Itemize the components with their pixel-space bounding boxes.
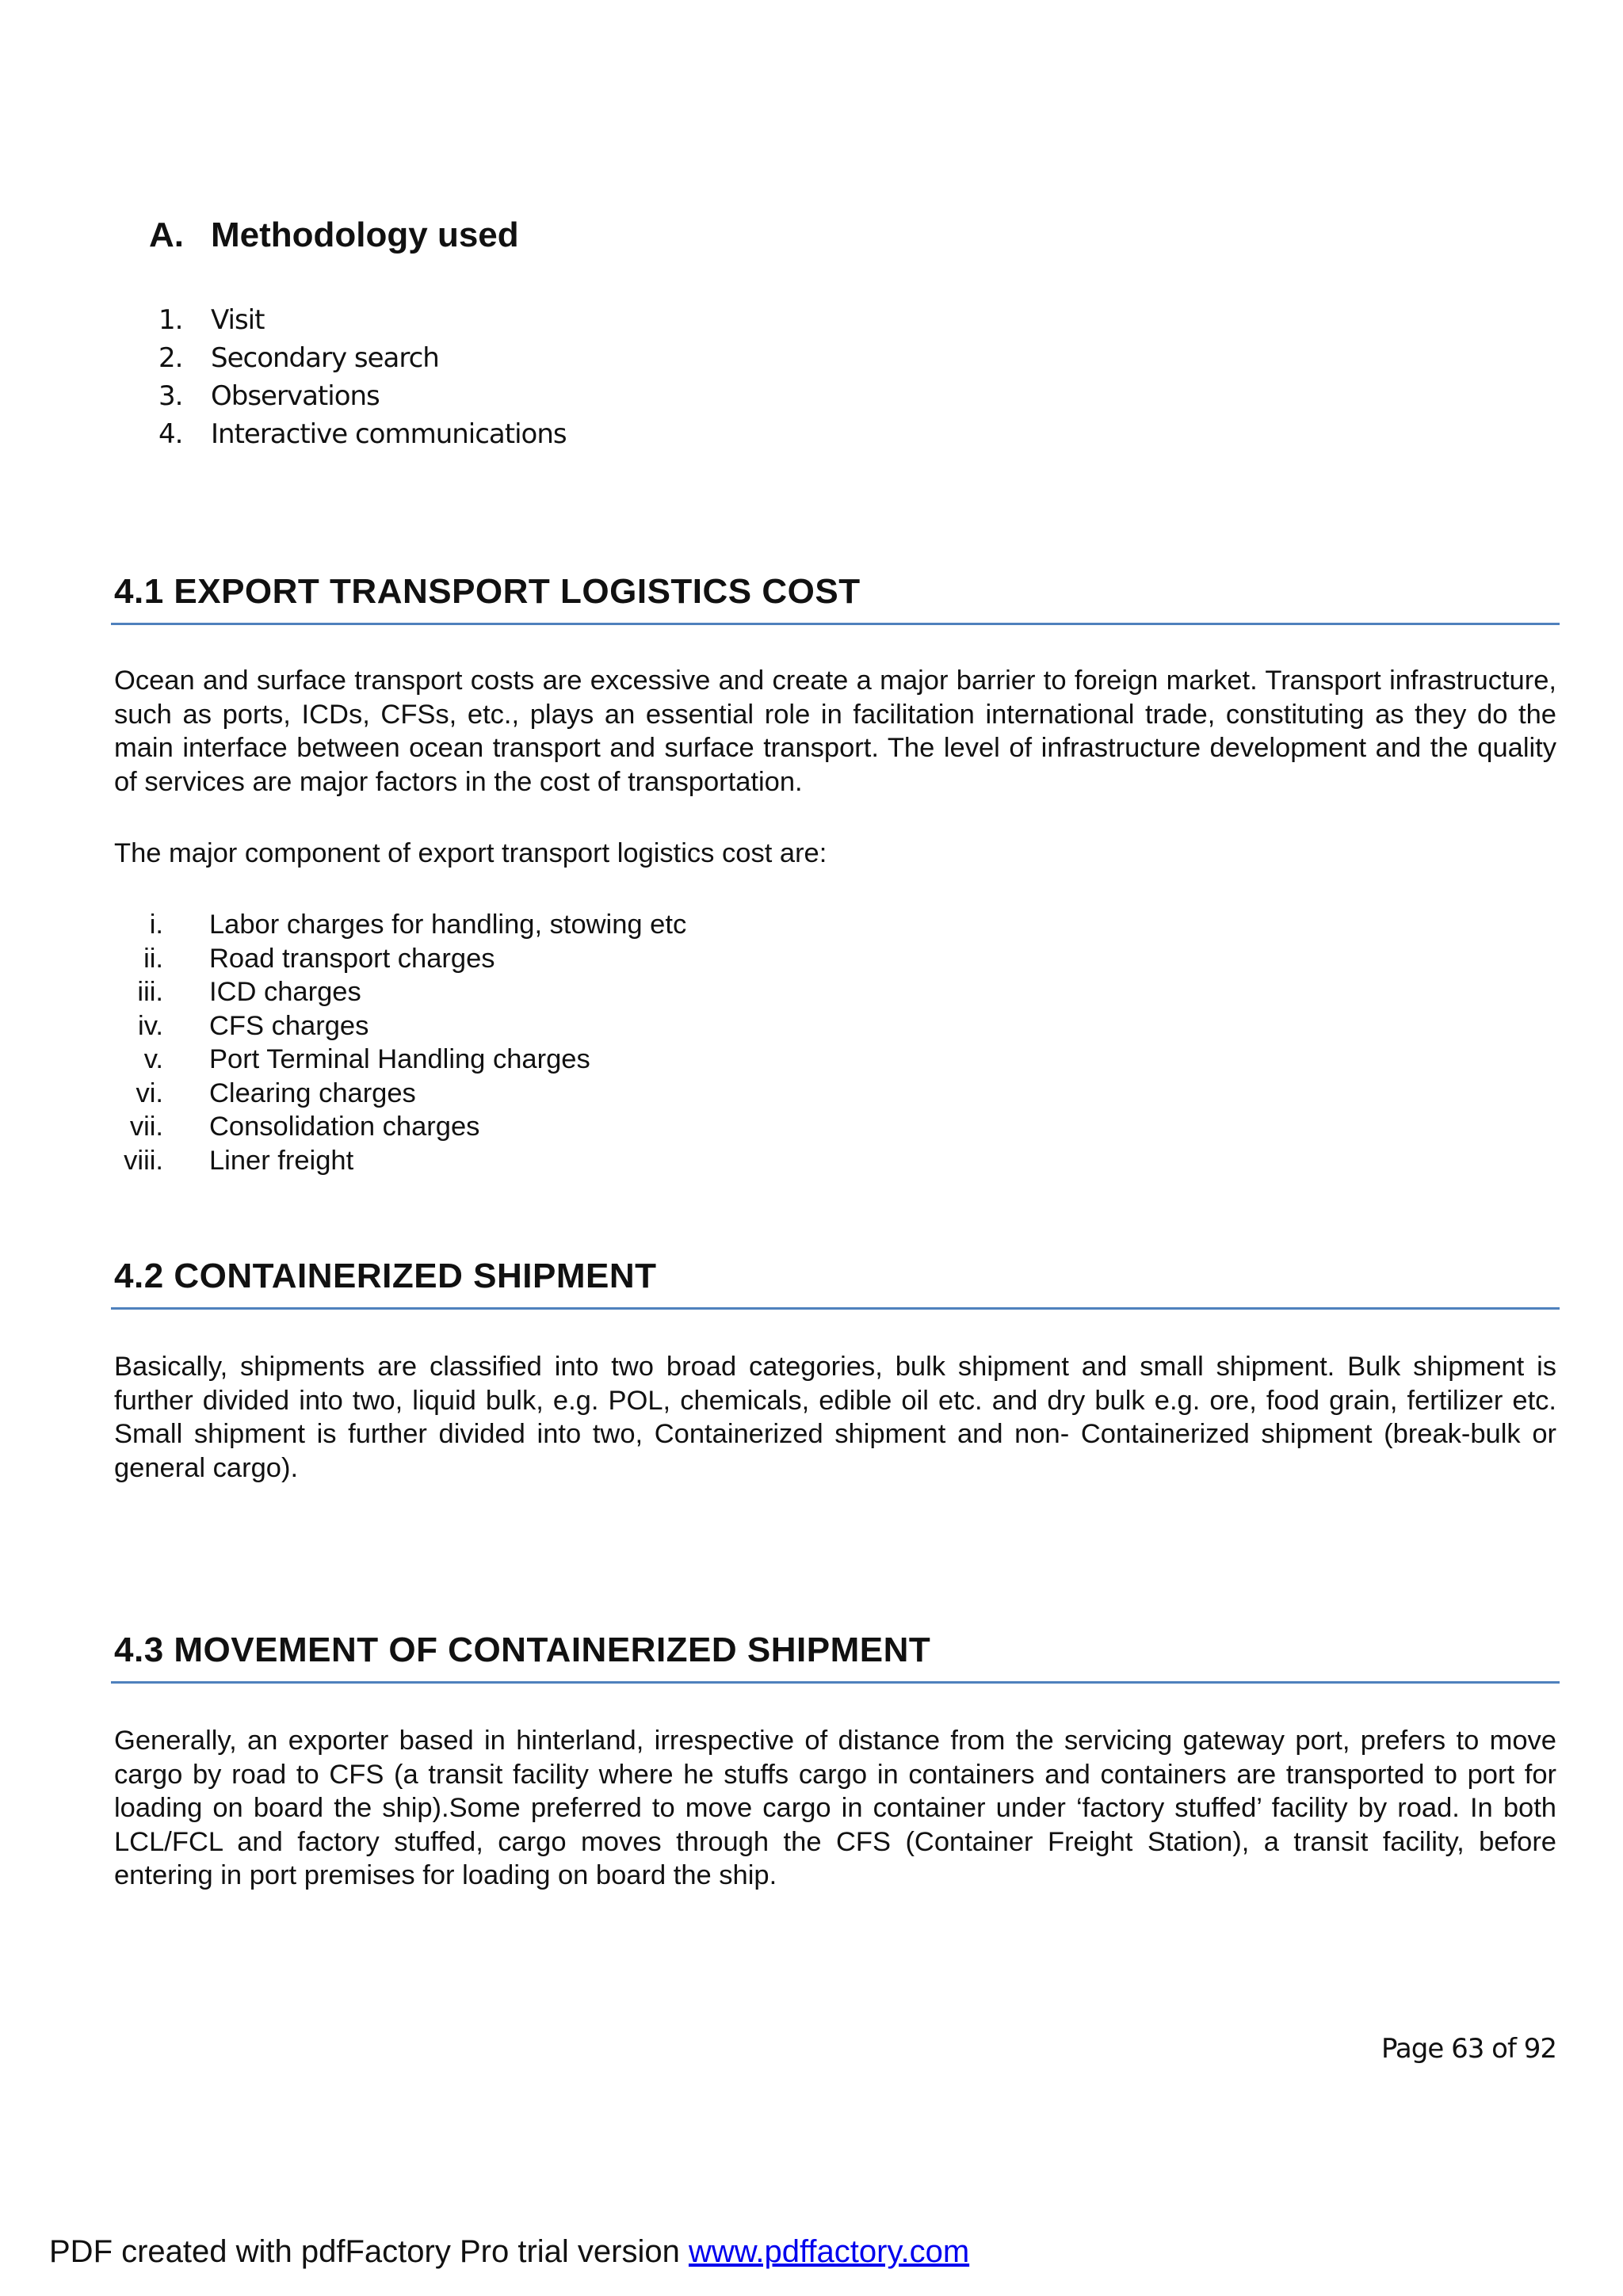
section-4-3-heading: 4.3 MOVEMENT OF CONTAINERIZED SHIPMENT [114,1630,931,1669]
pdffactory-link[interactable]: www.pdffactory.com [688,2234,970,2269]
list-item: iv. CFS charges [138,1010,369,1041]
list-item: i. Labor charges for handling, stowing etc [149,910,687,940]
cost-components-list [114,908,686,1177]
section-divider [111,1681,1560,1684]
methodology-list [158,301,567,453]
list-item: v. Port Terminal Handling charges [143,1044,590,1074]
list-item: 4. Interactive communications [158,418,567,450]
list-item: ii. Road transport charges [143,943,495,974]
list-item: 2. Secondary search [158,342,439,374]
list-item: 3. Observations [158,380,380,412]
section-4-1-heading: 4.1 EXPORT TRANSPORT LOGISTICS COST [114,572,861,611]
section-4-2-paragraph: Basically, shipments are classified into two broad categories, bulk shipment and small shipment. Bulk shipment is further divided into two, liquid bulk, e.g. POL, chemicals, edible oil etc. and dry bulk e.g. ore, food grain, fertilizer etc. Small shipment is further divided into two, Containerized shipment and non- Containerized shipment (break-bulk or general cargo). [114,1352,1556,1483]
list-item: vi. Clearing charges [136,1077,416,1108]
list-item: iii. ICD charges [137,977,361,1007]
methodology-title: Methodology used [211,215,519,254]
methodology-marker: A. [149,215,184,254]
list-item: viii. Liner freight [124,1145,354,1176]
list-item: 1. Visit [158,304,265,336]
section-divider [111,1307,1560,1310]
section-4-3-paragraph: Generally, an exporter based in hinterland, irrespective of distance from the servicing gateway port, prefers to move cargo by road to CFS (a transit facility where he stuffs cargo in containers and containers are transported to port for loading on board the ship).Some preferred to move cargo in container under ‘factory stuffed’ facility by road. In both LCL/FCL and factory stuffed, cargo moves through the CFS (Container Freight Station), a transit facility, before entering in port premises for loading on board the ship. [114,1726,1556,1890]
page-number: Page 63 of 92 [1381,2033,1556,2065]
section-divider [111,623,1560,625]
list-item: vii. Consolidation charges [129,1112,480,1142]
section-4-2-heading: 4.2 CONTAINERIZED SHIPMENT [114,1257,657,1295]
pdf-footer [49,2234,969,2270]
section-4-1-paragraph: Ocean and surface transport costs are excessive and create a major barrier to foreign market. Transport infrastructure, such as ports, ICDs, CFSs, etc., plays an essential role in facilitation international trade, constituting as they do the main interface between ocean transport and surface transport. The level of infrastructure development and the quality of services are major factors in the cost of transportation. [114,666,1556,797]
footer-text: PDF created with pdfFactory Pro trial version [49,2234,689,2269]
methodology-heading [149,215,519,255]
section-4-1-intro: The major component of export transport logistics cost are: [114,838,827,868]
